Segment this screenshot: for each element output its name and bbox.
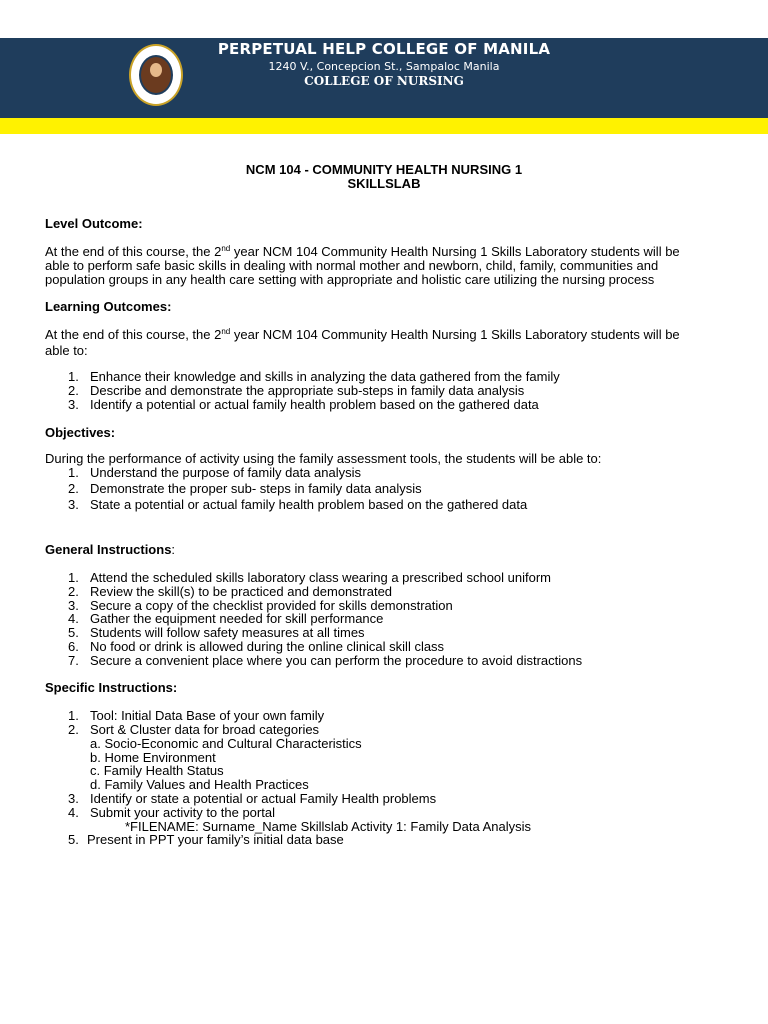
text-fragment: year NCM 104 Community Health Nursing 1 Skills Laboratory students will be xyxy=(230,327,680,342)
college-name: PERPETUAL HELP COLLEGE OF MANILA xyxy=(217,40,551,58)
list-item: Demonstrate the proper sub- steps in family data analysis xyxy=(90,481,422,496)
objectives-intro: During the performance of activity using the family assessment tools, the students will be able to: xyxy=(45,451,602,466)
list-number: 5. xyxy=(68,832,79,847)
text-fragment: year NCM 104 Community Health Nursing 1 Skills Laboratory students will be xyxy=(230,244,680,259)
heading-text: General Instructions xyxy=(45,542,172,557)
list-item: Present in PPT your family’s initial data base xyxy=(87,832,344,847)
list-item: Secure a convenient place where you can perform the procedure to avoid distractions xyxy=(90,653,583,668)
sub-list-item: a. Socio-Economic and Cultural Characteristics xyxy=(90,736,362,751)
list-number: 5. xyxy=(68,625,79,640)
list-item: No food or drink is allowed during the online clinical skill class xyxy=(90,639,445,654)
college-address: 1240 V., Concepcion St., Sampaloc Manila xyxy=(268,60,500,73)
list-number: 4. xyxy=(68,805,79,820)
list-number: 3. xyxy=(68,497,79,512)
sub-list-item: d. Family Values and Health Practices xyxy=(90,777,309,792)
list-item: Sort & Cluster data for broad categories xyxy=(90,722,320,737)
level-outcome-heading: Level Outcome: xyxy=(45,216,143,231)
level-outcome-line-1 xyxy=(45,245,680,259)
superscript: nd xyxy=(221,327,231,336)
list-number: 3. xyxy=(68,791,79,806)
list-item: Attend the scheduled skills laboratory class wearing a prescribed school uniform xyxy=(90,570,552,585)
header-accent-bar xyxy=(0,118,768,134)
document-subtitle: SKILLSLAB xyxy=(347,176,421,191)
list-item: Identify a potential or actual family health problem based on the gathered data xyxy=(90,397,539,412)
list-number: 1. xyxy=(68,708,79,723)
text-fragment: At the end of this course, the 2 xyxy=(45,244,222,259)
superscript: nd xyxy=(221,244,231,253)
list-number: 2. xyxy=(68,584,79,599)
list-item: Identify or state a potential or actual Family Health problems xyxy=(90,791,437,806)
list-item: Students will follow safety measures at all times xyxy=(90,625,365,640)
learning-outcomes-heading: Learning Outcomes: xyxy=(45,299,172,314)
learning-outcomes-intro-1 xyxy=(45,328,680,342)
sub-list-item: b. Home Environment xyxy=(90,750,216,765)
objectives-heading: Objectives: xyxy=(45,425,116,440)
list-number: 4. xyxy=(68,611,79,626)
list-item: Understand the purpose of family data analysis xyxy=(90,465,361,480)
college-department: COLLEGE OF NURSING xyxy=(304,74,464,88)
list-number: 2. xyxy=(68,722,79,737)
document-title: NCM 104 - COMMUNITY HEALTH NURSING 1 xyxy=(245,162,523,177)
list-item: Submit your activity to the portal xyxy=(90,805,275,820)
list-number: 7. xyxy=(68,653,79,668)
general-instructions-heading xyxy=(45,543,175,557)
filename-note: *FILENAME: Surname_Name Skillslab Activity 1: Family Data Analysis xyxy=(125,819,532,834)
level-outcome-line-2: able to perform safe basic skills in dealing with normal mother and newborn, child, family, communities and xyxy=(45,258,659,273)
heading-colon: : xyxy=(171,542,176,557)
sub-list-item: c. Family Health Status xyxy=(90,763,224,778)
list-number: 2. xyxy=(68,383,79,398)
list-number: 3. xyxy=(68,598,79,613)
list-item: Review the skill(s) to be practiced and demonstrated xyxy=(90,584,393,599)
list-item: State a potential or actual family health problem based on the gathered data xyxy=(90,497,528,512)
list-number: 1. xyxy=(68,369,79,384)
list-item: Describe and demonstrate the appropriate sub-steps in family data analysis xyxy=(90,383,525,398)
list-number: 1. xyxy=(68,465,79,480)
list-number: 1. xyxy=(68,570,79,585)
list-number: 3. xyxy=(68,397,79,412)
specific-instructions-heading: Specific Instructions: xyxy=(45,680,178,695)
list-number: 6. xyxy=(68,639,79,654)
list-item: Enhance their knowledge and skills in analyzing the data gathered from the family xyxy=(90,369,560,384)
level-outcome-line-3: population groups in any health care setting with appropriate and holistic care utilizing the nursing process xyxy=(45,272,655,287)
learning-outcomes-intro-2: able to: xyxy=(45,343,88,358)
text-fragment: At the end of this course, the 2 xyxy=(45,327,222,342)
list-item: Secure a copy of the checklist provided for skills demonstration xyxy=(90,598,453,613)
list-item: Gather the equipment needed for skill performance xyxy=(90,611,384,626)
list-number: 2. xyxy=(68,481,79,496)
list-item: Tool: Initial Data Base of your own family xyxy=(90,708,325,723)
